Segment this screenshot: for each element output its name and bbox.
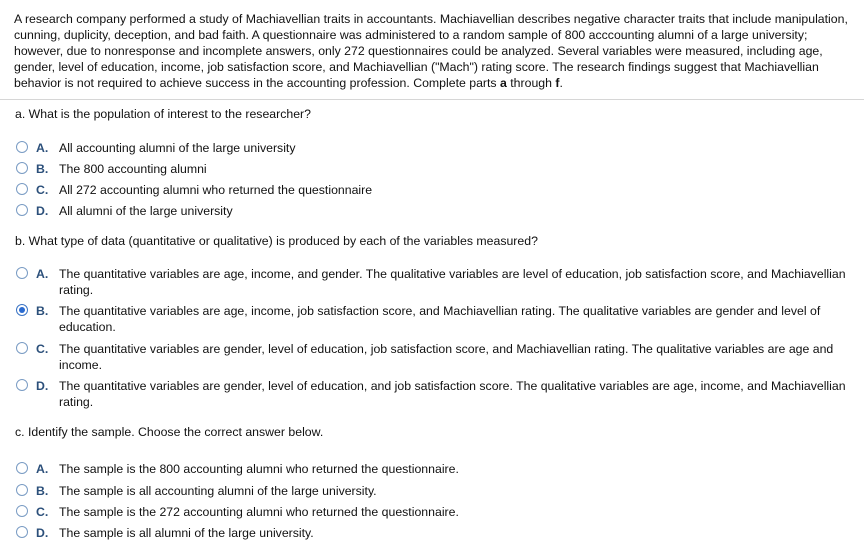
- intro-text: A research company performed a study of Machiavellian traits in accountants. Machiavellian describes negative character traits that include manipulation, cunning, duplicity, deception, and bad faith. A questionnaire was administered to a random sample of 800 acccounting alumni of a large university; however, due to nonresponse and incomplete answers, only 272 questionnaires could be analyzed. Several variables were measured, including age, gender, level of education, income, job satisfaction score, and Machiavellian ("Mach") rating score. The research findings suggest that Machiavellian behavior is not required to achieve success in the accounting profession. Complete parts: [14, 12, 848, 90]
- option-letter: D.: [36, 526, 49, 540]
- radio-icon[interactable]: [16, 462, 28, 474]
- problem-intro: [14, 11, 860, 91]
- question-c-label: c. Identify the sample. Choose the correct answer below.: [15, 425, 324, 439]
- option-text: The sample is all alumni of the large university.: [59, 526, 314, 540]
- radio-icon[interactable]: [16, 141, 28, 153]
- intro-end: .: [559, 76, 563, 90]
- option-letter: B.: [36, 304, 49, 318]
- divider: [0, 99, 864, 100]
- option-text: The quantitative variables are gender, level of education, and job satisfaction score. The qualitative variables are age, income, and Machiavellian rating.: [59, 379, 846, 409]
- radio-icon[interactable]: [16, 267, 28, 279]
- intro-part-a: a: [500, 76, 507, 90]
- radio-selected-icon[interactable]: [16, 304, 28, 316]
- option-text: The quantitative variables are age, income, and gender. The qualitative variables are level of education, job satisfaction score, and Machiavellian rating.: [59, 267, 846, 297]
- option-letter: D.: [36, 379, 49, 393]
- option-letter: A.: [36, 462, 49, 476]
- option-text: The quantitative variables are gender, level of education, job satisfaction score, and Machiavellian rating. The qualitative variables are age and income.: [59, 342, 834, 372]
- option-letter: A.: [36, 267, 49, 281]
- option-letter: D.: [36, 204, 49, 218]
- intro-through: through: [506, 76, 556, 90]
- option-text: All alumni of the large university: [59, 204, 233, 218]
- option-letter: C.: [36, 342, 49, 356]
- option-text: The 800 accounting alumni: [59, 162, 207, 176]
- option-letter: C.: [36, 183, 49, 197]
- option-text: The sample is the 800 accounting alumni who returned the questionnaire.: [59, 462, 459, 476]
- radio-icon[interactable]: [16, 204, 28, 216]
- radio-icon[interactable]: [16, 342, 28, 354]
- radio-icon[interactable]: [16, 505, 28, 517]
- option-letter: C.: [36, 505, 49, 519]
- question-a-label: a. What is the population of interest to the researcher?: [15, 107, 311, 121]
- option-letter: B.: [36, 162, 49, 176]
- intro-part-f: f: [555, 76, 560, 90]
- option-letter: B.: [36, 484, 49, 498]
- option-text: The sample is all accounting alumni of the large university.: [59, 484, 377, 498]
- question-b-label: b. What type of data (quantitative or qualitative) is produced by each of the variables measured?: [15, 234, 538, 248]
- radio-icon[interactable]: [16, 484, 28, 496]
- radio-icon[interactable]: [16, 183, 28, 195]
- radio-icon[interactable]: [16, 379, 28, 391]
- radio-icon[interactable]: [16, 526, 28, 538]
- option-letter: A.: [36, 141, 49, 155]
- radio-icon[interactable]: [16, 162, 28, 174]
- option-text: All accounting alumni of the large university: [59, 141, 296, 155]
- option-text: The quantitative variables are age, income, job satisfaction score, and Machiavellian rating. The qualitative variables are gender and level of education.: [59, 304, 821, 334]
- option-text: The sample is the 272 accounting alumni who returned the questionnaire.: [59, 505, 459, 519]
- option-text: All 272 accounting alumni who returned the questionnaire: [59, 183, 373, 197]
